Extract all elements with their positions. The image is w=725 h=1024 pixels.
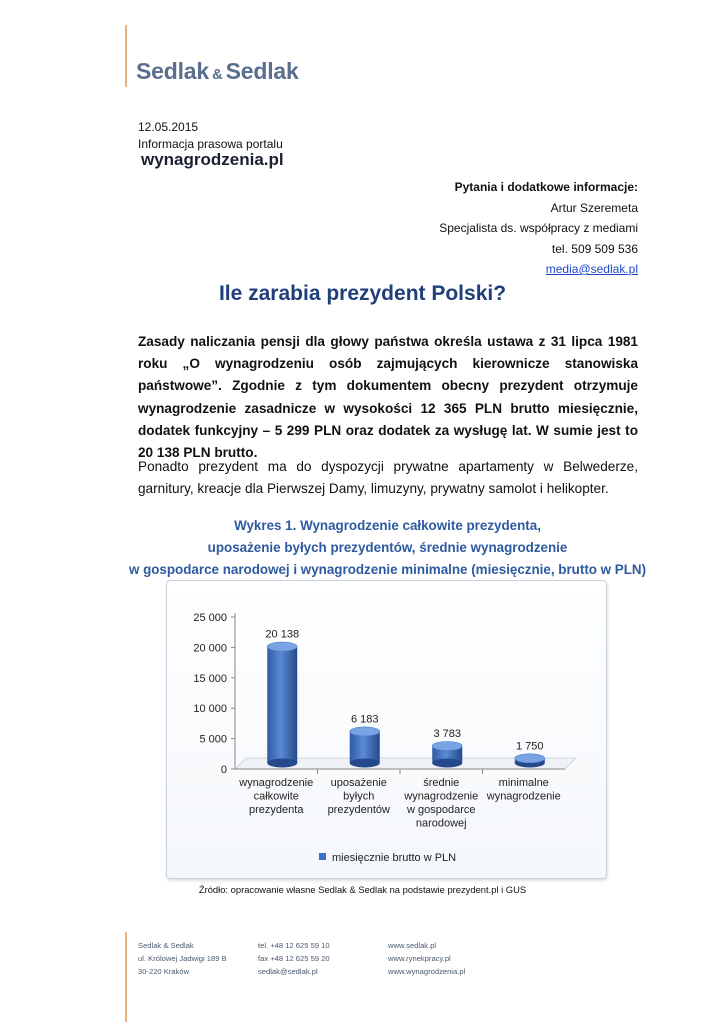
contact-block <box>439 177 638 280</box>
release-date: 12.05.2015 <box>138 120 199 134</box>
footer-address <box>138 939 227 978</box>
y-tick-label: 25 000 <box>193 612 227 624</box>
bar <box>267 647 297 763</box>
bar-base <box>432 759 462 768</box>
x-tick-label: średnie <box>423 777 460 789</box>
x-tick-label: byłych <box>343 790 375 803</box>
chart-source: Źródło: opracowanie własne Sedlak & Sedlak na podstawie prezydent.pl i GUS <box>198 884 527 895</box>
footer-email: sedlak@sedlak.pl <box>258 967 318 976</box>
footer-company: Sedlak & Sedlak <box>138 941 194 950</box>
footer-tel: tel. +48 12 625 59 10 <box>258 941 330 950</box>
chart-frame <box>166 580 607 879</box>
footer-site-rynekpracy: www.rynekpracy.pl <box>388 954 451 963</box>
y-tick-label: 20 000 <box>193 642 227 655</box>
bar-top <box>515 754 545 763</box>
article-body: Ponadto prezydent ma do dyspozycji prywatne apartamenty w Belwederze, garnitury, kreacje dla Pierwszej Damy, limuzyny, prywatny samolot i helikopter. <box>138 459 638 497</box>
contact-phone: tel. 509 509 536 <box>551 241 638 256</box>
article-title: Ile zarabia prezydent Polski? <box>218 282 507 305</box>
chart-caption-line-2: uposażenie byłych prezydentów, średnie wynagrodzenie <box>207 540 568 555</box>
header-accent-line <box>125 25 127 87</box>
bar-value-label: 20 138 <box>265 628 300 641</box>
x-tick-label: wynagrodzenie <box>404 790 479 803</box>
legend-label: miesięcznie brutto w PLN <box>332 852 457 864</box>
chart-caption-line-1: Wykres 1. Wynagrodzenie całkowite prezydenta, <box>234 518 541 533</box>
contact-name: Artur Szeremeta <box>550 200 638 215</box>
x-tick-label: minimalne <box>498 777 549 789</box>
y-tick-label: 5 000 <box>199 733 227 746</box>
portal-logo: wynagrodzenia.pl <box>141 150 284 169</box>
brand-logo <box>136 58 299 85</box>
contact-heading: Pytania i dodatkowe informacje: <box>454 180 638 194</box>
contact-email-link[interactable]: media@sedlak.pl <box>545 262 638 276</box>
footer-city: 30-220 Kraków <box>138 967 190 976</box>
article-lead: Zasady naliczania pensji dla głowy państwa określa ustawa z 31 lipca 1981 roku „O wynagrodzeniu osób zajmujących kierownicze stanowiska państwowe”. Zgodnie z tym dokumentem obecny prezydent otrzymuje wynagrodzenie zasadnicze w wysokości 12 365 PLN brutto miesięcznie, dodatek funkcyjny – 5 299 PLN oraz dodatek za wysługę lat. W sumie jest to 20 138 PLN brutto. <box>138 334 638 461</box>
x-tick-label: prezydentów <box>327 804 390 816</box>
bar-base <box>350 759 380 768</box>
bar-value-label: 1 750 <box>515 740 544 753</box>
chart-caption <box>100 515 675 581</box>
footer-site-sedlak: www.sedlak.pl <box>388 941 437 950</box>
bar-base <box>267 759 297 768</box>
x-tick-label: w gospodarce <box>407 804 476 816</box>
footer-accent-line <box>125 932 127 1022</box>
bar-value-label: 6 183 <box>350 713 379 726</box>
footer-street: ul. Królowej Jadwigi 189 B <box>138 954 227 963</box>
brand-word-left: Sedlak <box>136 58 209 84</box>
y-tick-label: 0 <box>220 764 227 776</box>
x-tick-label: narodowej <box>415 817 467 830</box>
x-tick-label: wynagrodzenie <box>486 790 561 803</box>
bar-top <box>350 727 380 736</box>
footer-fax: fax +48 12 625 59 20 <box>258 954 330 963</box>
bar-top <box>432 741 462 750</box>
y-tick-label: 15 000 <box>193 672 227 685</box>
bar-value-label: 3 783 <box>433 727 462 740</box>
x-tick-label: prezydenta <box>249 804 304 816</box>
footer-site-wynagrodzenia: www.wynagrodzenia.pl <box>388 967 466 976</box>
brand-word-right: Sedlak <box>225 58 299 84</box>
chart-caption-line-3: w gospodarce narodowej i wynagrodzenie minimalne (miesięcznie, brutto w PLN) <box>128 562 647 577</box>
legend-swatch <box>319 853 326 860</box>
x-tick-label: uposażenie <box>330 777 387 789</box>
footer-websites <box>388 939 465 978</box>
bar-top <box>267 642 297 651</box>
x-tick-label: wynagrodzenie <box>239 777 314 789</box>
brand-ampersand: & <box>211 66 223 83</box>
release-info: Informacja prasowa portalu <box>138 137 283 151</box>
x-tick-label: całkowite <box>253 790 299 803</box>
y-tick-label: 10 000 <box>193 703 227 716</box>
contact-role: Specjalista ds. współpracy z mediami <box>439 221 638 235</box>
footer-phones <box>258 939 330 978</box>
bar-chart <box>167 581 606 878</box>
